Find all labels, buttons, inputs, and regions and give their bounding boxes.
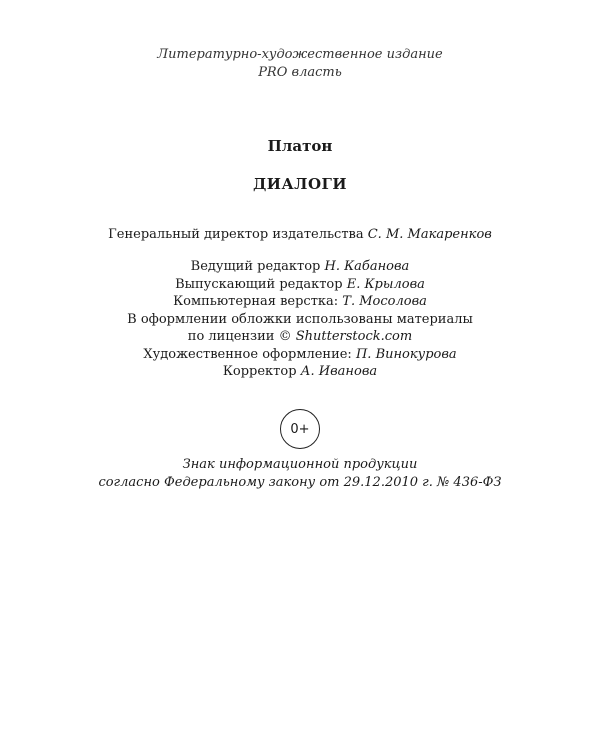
age-rating-circle: [280, 409, 320, 449]
release-editor-line: [0, 276, 600, 294]
info-product-notice: [0, 456, 600, 492]
series-line-2: PRO власть: [258, 65, 342, 80]
lead-editor-name: Н. Кабанова: [324, 259, 410, 274]
credits-block: [0, 258, 600, 381]
general-director-line: [0, 226, 600, 244]
series-block: [0, 46, 600, 82]
layout-name: Т. Мосолова: [342, 294, 427, 309]
director-role: Генеральный директор издательства: [108, 227, 364, 242]
proof-role: Корректор: [222, 364, 297, 379]
art-line: [0, 346, 600, 364]
release-editor-role: Выпускающий редактор: [175, 276, 343, 292]
age-rating-label: 0+: [290, 421, 310, 437]
series-line-1: Литературно-художественное издание: [157, 47, 443, 62]
art-name: П. Винокурова: [355, 346, 457, 362]
art-role: Художественное оформление:: [143, 346, 352, 362]
lead-editor-line: [0, 258, 600, 276]
author-name: Платон: [267, 137, 333, 155]
notice-line-2: согласно Федеральному закону от 29.12.2010 г. № 436-ФЗ: [98, 475, 502, 490]
proof-name: А. Иванова: [300, 364, 378, 379]
layout-line: [0, 293, 600, 311]
cover-line-1: В оформлении обложки использованы материалы: [127, 311, 473, 327]
release-editor-name: Е. Крылова: [346, 276, 425, 292]
lead-editor-role: Ведущий редактор: [190, 259, 321, 274]
book-title: ДИАЛОГИ: [252, 175, 348, 193]
notice-line-1: Знак информационной продукции: [182, 457, 418, 472]
layout-role: Компьютерная верстка:: [173, 294, 339, 309]
proof-line: [0, 363, 600, 381]
cover-license-prefix: по лицензии: [187, 329, 275, 344]
cover-license-source: © Shutterstock.com: [278, 329, 413, 344]
age-rating-badge: [280, 409, 320, 449]
cover-line-2: [0, 328, 600, 346]
director-name: С. М. Макаренков: [367, 227, 492, 242]
